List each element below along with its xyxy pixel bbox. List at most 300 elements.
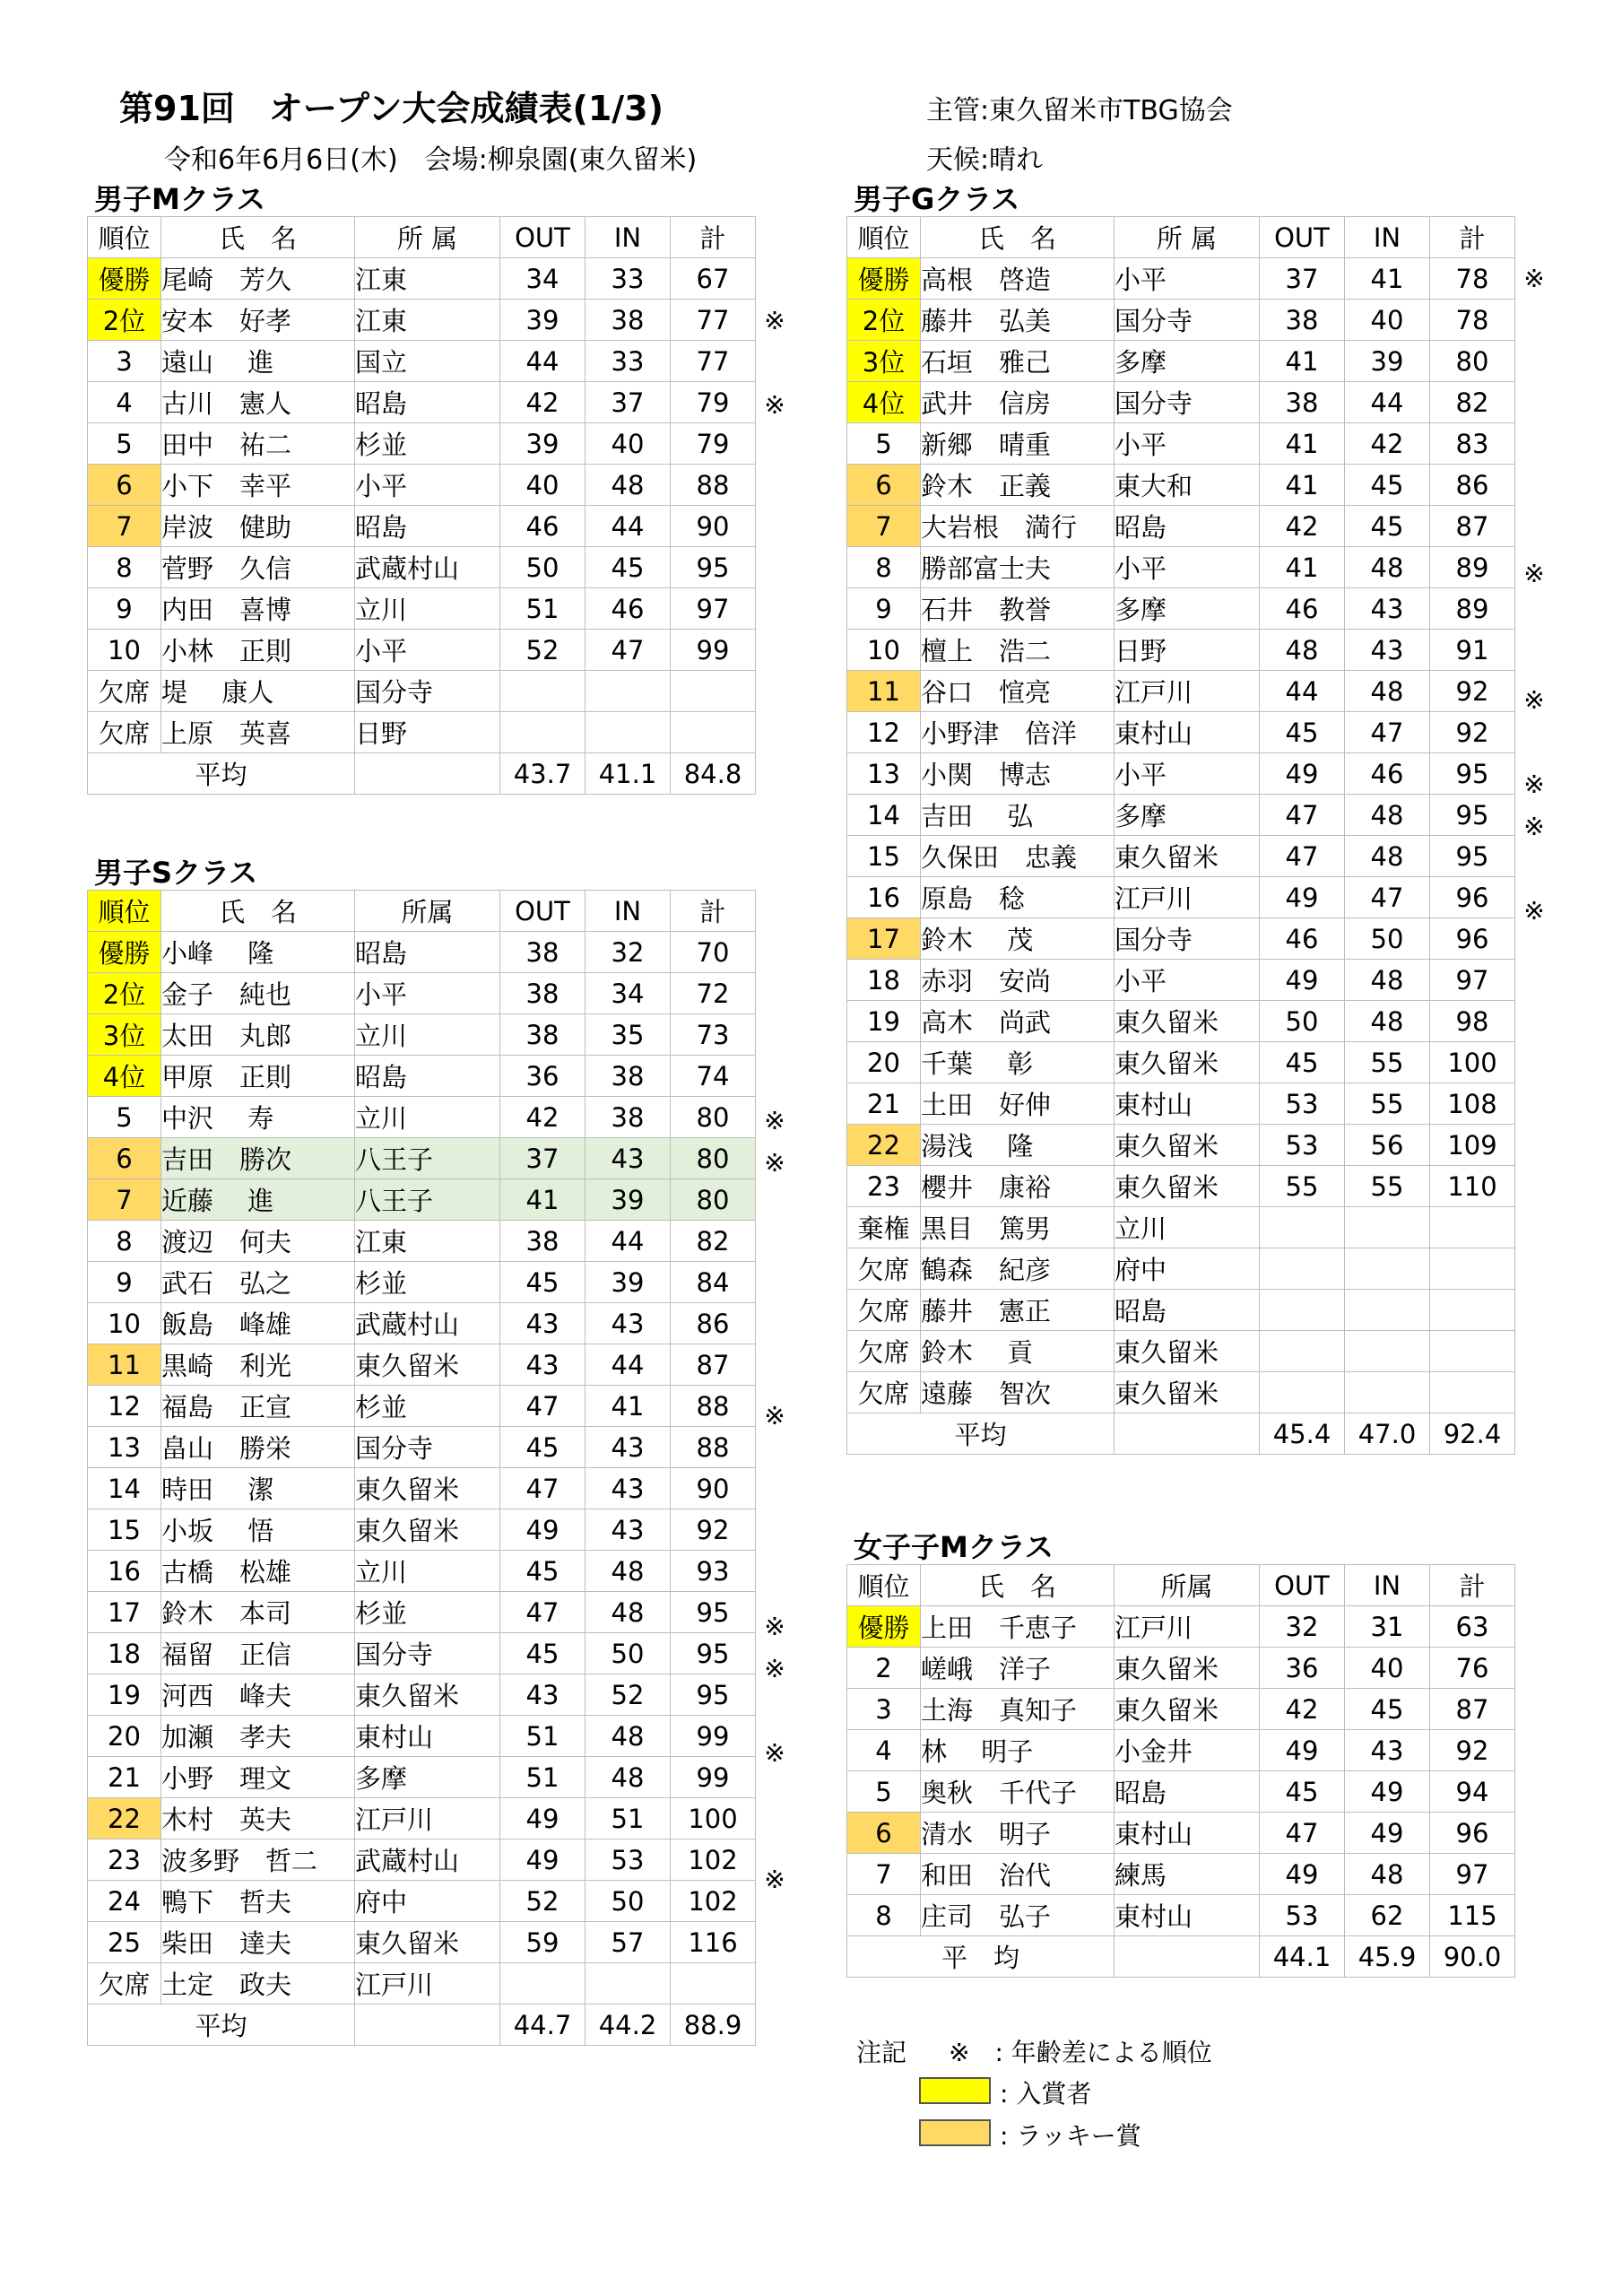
out-score-cell: 38 [500,1014,585,1056]
out-score-cell: 47 [500,1386,585,1427]
in-score-cell: 43 [1345,588,1430,630]
club-cell: 日野 [1115,630,1260,671]
club-cell: 練馬 [1115,1854,1260,1895]
total-score-cell: 74 [671,1056,756,1097]
table-row [847,1730,1515,1771]
total-score-cell: 86 [1430,465,1515,506]
out-score-cell: 42 [500,382,585,423]
name-cell: 赤羽 安尚 [921,960,1115,1001]
name-cell: 武石 弘之 [161,1262,355,1303]
club-cell: 杉並 [355,1262,500,1303]
out-score-cell: 49 [1260,960,1345,1001]
name-cell: 加瀬 孝夫 [161,1716,355,1757]
out-score-cell: 41 [1260,341,1345,382]
club-cell: 立川 [355,588,500,630]
out-score-cell [500,1963,585,2005]
table-row [847,1083,1515,1125]
total-score-cell: 87 [1430,1689,1515,1730]
table-row [88,1551,756,1592]
rank-cell: 3 [847,1689,921,1730]
table-row [88,671,756,712]
table-row [88,506,756,547]
name-cell: 櫻井 康裕 [921,1166,1115,1207]
name-cell: 小関 博志 [921,753,1115,795]
in-score-cell: 48 [1345,1854,1430,1895]
table-row [847,877,1515,918]
rank-cell: 9 [847,588,921,630]
name-cell: 小坂 悟 [161,1509,355,1551]
age-ranking-mark: ※ [764,306,785,335]
in-score-cell: 43 [585,1427,671,1468]
in-score-cell: 48 [1345,671,1430,712]
name-cell: 土定 政夫 [161,1963,355,2005]
rank-cell: 優勝 [88,932,161,973]
in-score-cell: 47 [1345,877,1430,918]
in-score-cell: 51 [585,1798,671,1839]
table-row [88,1138,756,1179]
age-ranking-mark: ※ [764,1654,785,1683]
table-row [847,1606,1515,1648]
rank-cell: 25 [88,1922,161,1963]
column-header: OUT [500,891,585,932]
club-cell: 立川 [1115,1207,1260,1248]
total-score-cell: 102 [671,1881,756,1922]
table-row [88,1592,756,1633]
club-cell: 東村山 [1115,712,1260,753]
total-score-cell: 78 [1430,300,1515,341]
table-row [847,671,1515,712]
table-row [88,1468,756,1509]
rank-cell: 欠席 [88,1963,161,2005]
total-score-cell [1430,1290,1515,1331]
average-total: 90.0 [1430,1936,1515,1978]
name-cell: 大岩根 満行 [921,506,1115,547]
total-score-cell: 96 [1430,918,1515,960]
average-out: 44.7 [500,2005,585,2046]
out-score-cell: 42 [1260,1689,1345,1730]
in-score-cell: 48 [1345,1001,1430,1042]
name-cell: 武井 信房 [921,382,1115,423]
total-score-cell: 87 [671,1344,756,1386]
in-score-cell: 43 [585,1468,671,1509]
in-score-cell: 43 [585,1303,671,1344]
in-score-cell: 50 [1345,918,1430,960]
out-score-cell: 48 [1260,630,1345,671]
rank-cell: 5 [88,423,161,465]
total-score-cell: 79 [671,382,756,423]
out-score-cell [1260,1290,1345,1331]
club-cell: 東村山 [355,1716,500,1757]
average-label: 平 均 [847,1936,1115,1978]
total-score-cell: 92 [1430,671,1515,712]
out-score-cell: 49 [1260,1854,1345,1895]
rank-cell: 6 [88,1138,161,1179]
in-score-cell: 50 [585,1633,671,1674]
table-row [88,1674,756,1716]
prize-swatch [919,2077,991,2104]
age-ranking-mark: ※ [1523,896,1545,926]
in-score-cell: 35 [585,1014,671,1056]
name-cell: 嵯峨 洋子 [921,1648,1115,1689]
total-score-cell: 77 [671,300,756,341]
rank-cell: 16 [847,877,921,918]
table-row [88,1757,756,1798]
table-row [847,836,1515,877]
name-cell: 内田 喜博 [161,588,355,630]
out-score-cell: 55 [1260,1166,1345,1207]
total-score-cell: 89 [1430,547,1515,588]
rank-cell: 21 [88,1757,161,1798]
out-score-cell: 41 [1260,547,1345,588]
rank-cell: 3位 [88,1014,161,1056]
table-row [847,960,1515,1001]
out-score-cell: 51 [500,1757,585,1798]
rank-cell: 13 [88,1427,161,1468]
name-cell: 原島 稔 [921,877,1115,918]
total-score-cell: 72 [671,973,756,1014]
table-row [847,341,1515,382]
rank-cell: 9 [88,1262,161,1303]
out-score-cell: 45 [1260,1042,1345,1083]
name-cell: 黒崎 利光 [161,1344,355,1386]
club-cell: 小平 [355,630,500,671]
name-cell: 檀上 浩二 [921,630,1115,671]
table-header-row [847,1565,1515,1606]
rank-cell: 24 [88,1881,161,1922]
table-row [88,1922,756,1963]
table-row [88,382,756,423]
average-label: 平均 [88,753,355,795]
total-score-cell: 95 [1430,836,1515,877]
out-score-cell: 49 [1260,877,1345,918]
name-cell: 黒目 篤男 [921,1207,1115,1248]
club-cell: 東久留米 [1115,1125,1260,1166]
rank-cell: 欠席 [847,1372,921,1413]
club-cell: 江戸川 [1115,877,1260,918]
club-cell: 東久留米 [1115,836,1260,877]
out-score-cell: 46 [500,506,585,547]
rank-cell: 12 [88,1386,161,1427]
club-cell: 東久留米 [1115,1689,1260,1730]
total-score-cell [671,712,756,753]
table-row [88,465,756,506]
table-row [847,465,1515,506]
out-score-cell: 42 [500,1097,585,1138]
name-cell: 渡辺 何夫 [161,1221,355,1262]
out-score-cell: 41 [500,1179,585,1221]
name-cell: 太田 丸郎 [161,1014,355,1056]
total-score-cell: 99 [671,630,756,671]
total-score-cell: 108 [1430,1083,1515,1125]
club-cell: 東久留米 [1115,1648,1260,1689]
club-cell: 日野 [355,712,500,753]
rank-cell: 20 [847,1042,921,1083]
table-row [88,588,756,630]
club-cell: 東久留米 [1115,1166,1260,1207]
total-score-cell: 97 [1430,960,1515,1001]
out-score-cell: 37 [500,1138,585,1179]
rank-cell: 5 [88,1097,161,1138]
column-header: 所 属 [1115,217,1260,258]
table-row [847,1771,1515,1813]
age-ranking-mark: ※ [764,1865,785,1894]
club-cell: 東久留米 [355,1468,500,1509]
rank-cell: 17 [88,1592,161,1633]
s-class-table [87,890,756,2046]
rank-cell: 14 [88,1468,161,1509]
table-row [88,300,756,341]
empty-cell [355,753,500,795]
note-lucky-legend: : ラッキー賞 [1000,2121,1141,2151]
in-score-cell: 48 [1345,960,1430,1001]
in-score-cell: 56 [1345,1125,1430,1166]
club-cell: 小金井 [1115,1730,1260,1771]
name-cell: 土海 真知子 [921,1689,1115,1730]
rank-cell: 7 [88,506,161,547]
total-score-cell: 95 [671,1674,756,1716]
host-organization: 主管:東久留米市TBG協会 [926,95,1233,126]
club-cell: 昭島 [355,1056,500,1097]
in-score-cell: 47 [585,630,671,671]
rank-cell: 10 [88,1303,161,1344]
column-header: OUT [1260,1565,1345,1606]
in-score-cell: 43 [585,1509,671,1551]
g-class-table [846,216,1515,1455]
table-row [847,423,1515,465]
rank-cell: 2 [847,1648,921,1689]
out-score-cell: 46 [1260,918,1345,960]
column-header: 計 [1430,217,1515,258]
club-cell: 府中 [355,1881,500,1922]
note-mark-legend: ※ : 年齢差による順位 [949,2038,1212,2067]
total-score-cell: 63 [1430,1606,1515,1648]
m-class-table [87,216,756,795]
out-score-cell: 49 [1260,1730,1345,1771]
club-cell: 小平 [1115,960,1260,1001]
age-ranking-mark: ※ [764,1148,785,1178]
age-ranking-mark: ※ [764,1401,785,1431]
name-cell: 菅野 久信 [161,547,355,588]
total-score-cell: 92 [671,1509,756,1551]
table-row [847,300,1515,341]
in-score-cell: 44 [1345,382,1430,423]
name-cell: 石垣 雅己 [921,341,1115,382]
rank-cell: 15 [847,836,921,877]
name-cell: 藤井 弘美 [921,300,1115,341]
in-score-cell: 48 [585,1551,671,1592]
table-row [88,1798,756,1839]
column-header: 計 [1430,1565,1515,1606]
in-score-cell: 32 [585,932,671,973]
w-class-table [846,1564,1515,1978]
name-cell: 飯島 峰雄 [161,1303,355,1344]
table-row [847,1854,1515,1895]
age-ranking-mark: ※ [764,1738,785,1768]
in-score-cell: 48 [1345,836,1430,877]
in-score-cell: 45 [1345,1689,1430,1730]
table-row [847,918,1515,960]
rank-cell: 6 [847,1813,921,1854]
club-cell: 江戸川 [355,1963,500,2005]
column-header: 氏 名 [161,217,355,258]
in-score-cell: 40 [1345,1648,1430,1689]
club-cell: 立川 [355,1014,500,1056]
age-ranking-mark: ※ [764,1106,785,1135]
average-row [847,1413,1515,1455]
total-score-cell: 90 [671,1468,756,1509]
in-score-cell: 41 [585,1386,671,1427]
total-score-cell: 96 [1430,877,1515,918]
name-cell: 小林 正則 [161,630,355,671]
club-cell: 武蔵村山 [355,547,500,588]
rank-cell: 棄権 [847,1207,921,1248]
club-cell: 武蔵村山 [355,1839,500,1881]
name-cell: 波多野 哲二 [161,1839,355,1881]
total-score-cell: 84 [671,1262,756,1303]
club-cell: 小平 [355,465,500,506]
table-row [847,1648,1515,1689]
total-score-cell: 88 [671,1386,756,1427]
total-score-cell: 100 [671,1798,756,1839]
name-cell: 古橋 松雄 [161,1551,355,1592]
name-cell: 吉田 弘 [921,795,1115,836]
table-row [88,1221,756,1262]
empty-cell [355,2005,500,2046]
rank-cell: 8 [88,547,161,588]
out-score-cell: 43 [500,1674,585,1716]
in-score-cell: 39 [585,1179,671,1221]
total-score-cell: 95 [671,547,756,588]
rank-cell: 16 [88,1551,161,1592]
club-cell: 昭島 [355,932,500,973]
in-score-cell: 38 [585,1097,671,1138]
rank-cell: 4位 [847,382,921,423]
average-out: 44.1 [1260,1936,1345,1978]
s-class-title: 男子Sクラス [94,856,258,890]
club-cell: 杉並 [355,423,500,465]
out-score-cell: 49 [1260,753,1345,795]
rank-cell: 2位 [88,973,161,1014]
club-cell: 東村山 [1115,1813,1260,1854]
rank-cell: 20 [88,1716,161,1757]
in-score-cell: 48 [585,1592,671,1633]
rank-cell: 欠席 [88,671,161,712]
table-row [88,1014,756,1056]
out-score-cell [500,671,585,712]
average-total: 84.8 [671,753,756,795]
out-score-cell [1260,1372,1345,1413]
in-score-cell: 46 [1345,753,1430,795]
out-score-cell: 52 [500,630,585,671]
rank-cell: 欠席 [88,712,161,753]
rank-cell: 欠席 [847,1331,921,1372]
average-label: 平均 [88,2005,355,2046]
age-ranking-mark: ※ [1523,685,1545,715]
club-cell: 多摩 [1115,341,1260,382]
rank-cell: 4 [88,382,161,423]
table-row [847,630,1515,671]
out-score-cell: 45 [500,1633,585,1674]
average-row [88,2005,756,2046]
note-prize-legend: : 入賞者 [1000,2079,1092,2109]
name-cell: 鈴木 正義 [921,465,1115,506]
table-row [88,1386,756,1427]
table-row [847,1207,1515,1248]
total-score-cell: 67 [671,258,756,300]
column-header: IN [1345,1565,1430,1606]
name-cell: 勝部富士夫 [921,547,1115,588]
rank-cell: 10 [847,630,921,671]
out-score-cell: 38 [1260,382,1345,423]
total-score-cell: 93 [671,1551,756,1592]
club-cell: 東久留米 [1115,1372,1260,1413]
age-ranking-mark: ※ [764,1612,785,1641]
out-score-cell: 38 [1260,300,1345,341]
table-row [847,1895,1515,1936]
club-cell: 小平 [1115,753,1260,795]
in-score-cell: 40 [585,423,671,465]
club-cell: 江戸川 [355,1798,500,1839]
in-score-cell: 47 [1345,712,1430,753]
total-score-cell [1430,1331,1515,1372]
table-row [847,1331,1515,1372]
club-cell: 東大和 [1115,465,1260,506]
table-row [88,1056,756,1097]
table-row [88,1509,756,1551]
club-cell: 東久留米 [355,1922,500,1963]
total-score-cell: 90 [671,506,756,547]
in-score-cell: 46 [585,588,671,630]
out-score-cell: 44 [500,341,585,382]
total-score-cell: 79 [671,423,756,465]
rank-cell: 2位 [88,300,161,341]
club-cell: 小平 [1115,258,1260,300]
column-header: 順位 [88,891,161,932]
table-row [847,1372,1515,1413]
total-score-cell: 110 [1430,1166,1515,1207]
out-score-cell: 49 [500,1839,585,1881]
name-cell: 石井 教誉 [921,588,1115,630]
name-cell: 田中 祐二 [161,423,355,465]
name-cell: 高根 啓造 [921,258,1115,300]
in-score-cell: 49 [1345,1813,1430,1854]
table-row [847,258,1515,300]
average-out: 43.7 [500,753,585,795]
name-cell: 福留 正信 [161,1633,355,1674]
out-score-cell: 50 [1260,1001,1345,1042]
name-cell: 柴田 達夫 [161,1922,355,1963]
out-score-cell: 38 [500,1221,585,1262]
name-cell: 上田 千恵子 [921,1606,1115,1648]
table-row [847,1689,1515,1730]
table-row [88,1344,756,1386]
total-score-cell [1430,1207,1515,1248]
name-cell: 吉田 勝次 [161,1138,355,1179]
name-cell: 遠山 進 [161,341,355,382]
total-score-cell: 95 [1430,795,1515,836]
event-date-venue: 令和6年6月6日(木) 会場:柳泉園(東久留米) [164,144,698,176]
name-cell: 甲原 正則 [161,1056,355,1097]
club-cell: 東久留米 [1115,1331,1260,1372]
table-row [847,795,1515,836]
average-row [847,1936,1515,1978]
club-cell: 昭島 [1115,506,1260,547]
club-cell: 江戸川 [1115,1606,1260,1648]
out-score-cell: 47 [1260,795,1345,836]
in-score-cell: 38 [585,300,671,341]
club-cell: 東久留米 [355,1344,500,1386]
table-row [88,1262,756,1303]
